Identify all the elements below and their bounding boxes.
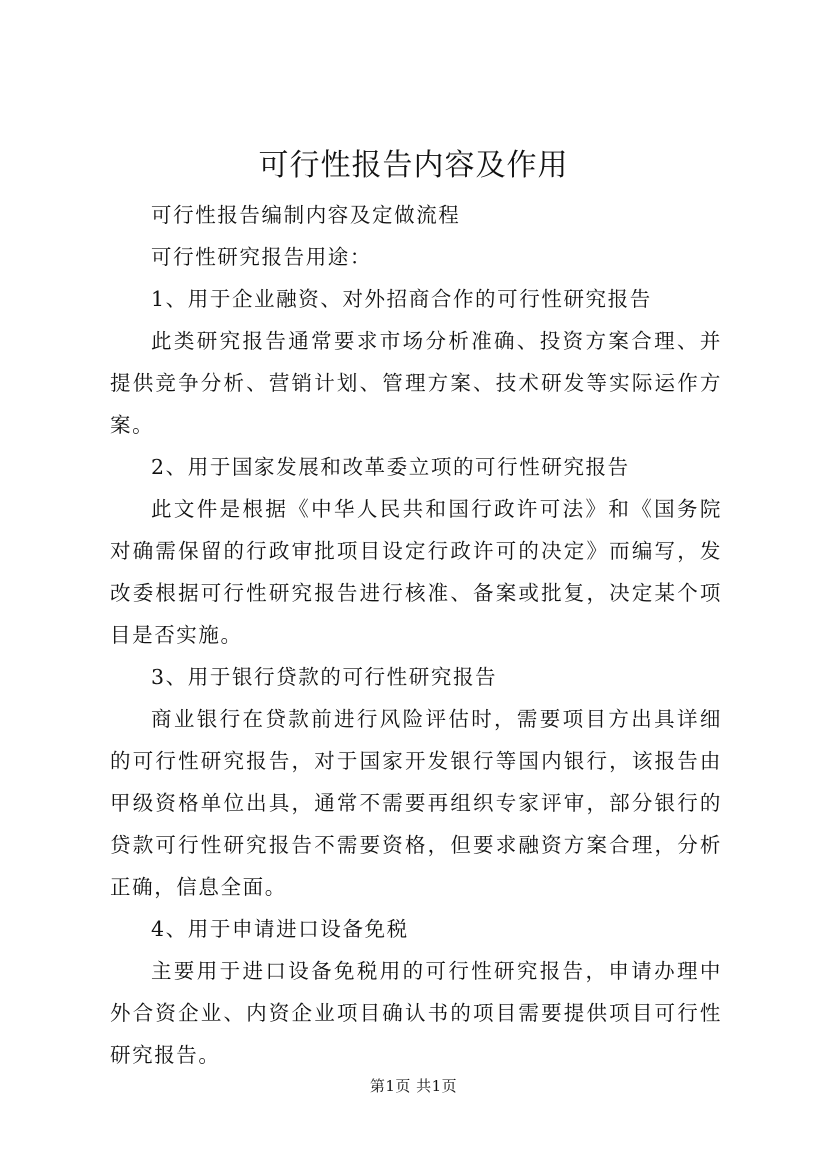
paragraph-item-3-heading: 3、用于银行贷款的可行性研究报告	[151, 665, 498, 689]
paragraph-uses-heading: 可行性研究报告用途：	[151, 245, 372, 269]
paragraph-item-2-body: 此文件是根据《中华人民共和国行政许可法》和《国务院对确需保留的行政审批项目设定行政许可的决定》而编写，发改委根据可行性研究报告进行核准、备案或批复，决定某个项目是否实施。	[110, 497, 722, 647]
document-body	[110, 194, 722, 1076]
paragraph-item-2-heading: 2、用于国家发展和改革委立项的可行性研究报告	[151, 455, 630, 479]
paragraph-item-1-heading: 1、用于企业融资、对外招商合作的可行性研究报告	[151, 287, 652, 311]
paragraph-item-4-body: 主要用于进口设备免税用的可行性研究报告，申请办理中外合资企业、内资企业项目确认书的项目需要提供项目可行性研究报告。	[110, 959, 722, 1067]
document-title: 可行性报告内容及作用	[258, 148, 569, 183]
paragraph-item-4-heading: 4、用于申请进口设备免税	[151, 917, 409, 941]
paragraph-subtitle: 可行性报告编制内容及定做流程	[151, 203, 461, 227]
paragraph-item-1-body: 此类研究报告通常要求市场分析准确、投资方案合理、并提供竞争分析、营销计划、管理方案、技术研发等实际运作方案。	[110, 329, 722, 437]
paragraph-item-3-body: 商业银行在贷款前进行风险评估时，需要项目方出具详细的可行性研究报告，对于国家开发银行等国内银行，该报告由甲级资格单位出具，通常不需要再组织专家评审，部分银行的贷款可行性研究报告不需要资格，但要求融资方案合理，分析正确，信息全面。	[110, 707, 722, 899]
page-footer: 第1页 共1页	[369, 1077, 458, 1095]
